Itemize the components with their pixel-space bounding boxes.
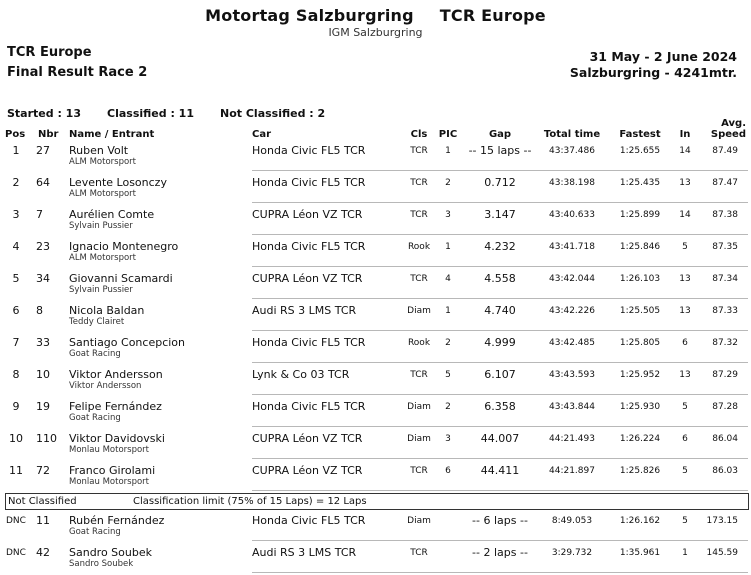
class: TCR: [410, 466, 428, 476]
fastest-lap: 1:25.505: [619, 306, 661, 316]
fastest-lap-number: 5: [682, 516, 688, 526]
row-separator: [252, 170, 748, 171]
organizer: IGM Salzburgring: [328, 26, 423, 39]
car-number: 34: [36, 272, 50, 285]
fastest-lap-number: 13: [679, 306, 691, 316]
row-separator: [252, 330, 748, 331]
class: Diam: [407, 516, 431, 526]
car-model: Honda Civic FL5 TCR: [252, 144, 366, 157]
entrant-name: ALM Motorsport: [69, 157, 136, 167]
not-classified-bar: [5, 493, 749, 510]
driver-name: Felipe Fernández: [69, 400, 162, 413]
position: 9: [12, 400, 20, 413]
gap: 6.107: [484, 368, 516, 381]
row-separator: [252, 426, 748, 427]
driver-name: Levente Losonczy: [69, 176, 167, 189]
car-model: Honda Civic FL5 TCR: [252, 240, 366, 253]
gap: -- 15 laps --: [468, 144, 532, 157]
car-number: 23: [36, 240, 50, 253]
row-separator: [252, 234, 748, 235]
average-speed: 87.35: [712, 242, 738, 252]
gap: 4.232: [484, 240, 516, 253]
class: TCR: [410, 146, 428, 156]
car-number: 72: [36, 464, 50, 477]
fastest-lap: 1:25.435: [619, 178, 661, 188]
classified-count: Classified : 11: [107, 107, 194, 120]
table-header: [0, 116, 751, 142]
fastest-lap: 1:25.930: [619, 402, 661, 412]
started-count: Started : 13: [7, 107, 81, 120]
total-time: 43:42.226: [549, 306, 595, 316]
position: 1: [12, 144, 20, 157]
row-separator: [252, 298, 748, 299]
gap: 0.712: [484, 176, 516, 189]
position-in-class: 5: [445, 370, 451, 380]
table-row: [0, 397, 751, 429]
classification-limit: Classification limit (75% of 15 Laps) = 12 Laps: [133, 496, 367, 507]
header-speed-1: Avg.: [721, 118, 746, 129]
position: 8: [12, 368, 20, 381]
header-pic: PIC: [438, 129, 458, 140]
position-in-class: 6: [445, 466, 451, 476]
position-in-class: 3: [445, 210, 451, 220]
row-separator: [252, 394, 748, 395]
total-time: 8:49.053: [551, 516, 593, 526]
position: 6: [12, 304, 20, 317]
table-row: [0, 173, 751, 205]
total-time: 3:29.732: [551, 548, 593, 558]
average-speed: 86.04: [712, 434, 738, 444]
class: Diam: [407, 402, 431, 412]
row-separator: [252, 572, 748, 573]
car-model: Honda Civic FL5 TCR: [252, 336, 366, 349]
header-fastest: Fastest: [619, 129, 661, 140]
total-time: 43:42.485: [549, 338, 595, 348]
driver-name: Viktor Davidovski: [69, 432, 165, 445]
table-row: [0, 141, 751, 173]
position-in-class: 1: [445, 306, 451, 316]
average-speed: 87.33: [712, 306, 738, 316]
event-title: [0, 6, 751, 25]
class: TCR: [410, 274, 428, 284]
entrant-name: Monlau Motorsport: [69, 477, 149, 487]
championship: TCR Europe: [7, 45, 92, 60]
position: 5: [12, 272, 20, 285]
car-number: 10: [36, 368, 50, 381]
driver-name: Sandro Soubek: [69, 546, 152, 559]
position-in-class: 4: [445, 274, 451, 284]
class: Rook: [407, 338, 431, 348]
driver-name: Viktor Andersson: [69, 368, 163, 381]
car-number: 33: [36, 336, 50, 349]
total-time: 43:41.718: [549, 242, 595, 252]
gap: 4.558: [484, 272, 516, 285]
table-row: [0, 205, 751, 237]
row-separator: [252, 202, 748, 203]
header-speed-2: Speed: [710, 129, 746, 140]
position: DNC: [6, 548, 26, 558]
total-time: 43:40.633: [549, 210, 595, 220]
average-speed: 87.47: [712, 178, 738, 188]
header-cls: Cls: [410, 129, 428, 140]
class: Diam: [407, 434, 431, 444]
driver-name: Rubén Fernández: [69, 514, 165, 527]
average-speed: 87.34: [712, 274, 738, 284]
position: 11: [9, 464, 23, 477]
position-in-class: 2: [445, 402, 451, 412]
fastest-lap-number: 14: [679, 146, 691, 156]
position: 4: [12, 240, 20, 253]
gap: 3.147: [484, 208, 516, 221]
table-row: [0, 461, 751, 493]
fastest-lap: 1:26.162: [619, 516, 661, 526]
class: TCR: [410, 178, 428, 188]
class: TCR: [410, 210, 428, 220]
gap: 44.411: [480, 464, 520, 477]
class: Diam: [407, 306, 431, 316]
driver-name: Aurélien Comte: [69, 208, 155, 221]
header-gap: Gap: [488, 129, 512, 140]
fastest-lap: 1:25.952: [619, 370, 661, 380]
entrant-name: Goat Racing: [69, 413, 121, 423]
average-speed: 173.15: [706, 516, 738, 526]
total-time: 43:37.486: [549, 146, 595, 156]
car-model: Audi RS 3 LMS TCR: [252, 546, 357, 559]
average-speed: 145.59: [706, 548, 738, 558]
session-title: Final Result Race 2: [7, 65, 148, 80]
average-speed: 86.03: [712, 466, 738, 476]
car-number: 27: [36, 144, 50, 157]
total-time: 43:43.593: [549, 370, 595, 380]
gap: 4.740: [484, 304, 516, 317]
header-total: Total time: [543, 129, 601, 140]
car-model: CUPRA Léon VZ TCR: [252, 208, 363, 221]
driver-name: Franco Girolami: [69, 464, 156, 477]
fastest-lap-number: 13: [679, 178, 691, 188]
average-speed: 87.29: [712, 370, 738, 380]
position: 2: [12, 176, 20, 189]
table-row: [0, 301, 751, 333]
total-time: 44:21.897: [549, 466, 595, 476]
not-classified-count: Not Classified : 2: [220, 107, 326, 120]
driver-name: Nicola Baldan: [69, 304, 145, 317]
entrant-name: Goat Racing: [69, 527, 121, 537]
average-speed: 87.32: [712, 338, 738, 348]
total-time: 44:21.493: [549, 434, 595, 444]
car-number: 64: [36, 176, 50, 189]
class: Rook: [407, 242, 431, 252]
driver-name: Ignacio Montenegro: [69, 240, 179, 253]
fastest-lap-number: 5: [682, 402, 688, 412]
fastest-lap: 1:25.899: [619, 210, 661, 220]
gap: -- 2 laps --: [472, 546, 528, 559]
dnc-row: [0, 543, 751, 575]
car-model: CUPRA Léon VZ TCR: [252, 272, 363, 285]
row-separator: [252, 266, 748, 267]
header-in: In: [679, 129, 691, 140]
session-info: [7, 43, 147, 83]
fastest-lap: 1:35.961: [619, 548, 661, 558]
car-model: Lynk & Co 03 TCR: [252, 368, 350, 381]
car-number: 11: [36, 514, 50, 527]
fastest-lap: 1:26.103: [619, 274, 661, 284]
average-speed: 87.38: [712, 210, 738, 220]
fastest-lap: 1:25.826: [619, 466, 661, 476]
total-time: 43:38.198: [549, 178, 595, 188]
driver-name: Santiago Concepcion: [69, 336, 185, 349]
entrant-name: Sandro Soubek: [69, 559, 134, 569]
entrant-name: Teddy Clairet: [69, 317, 125, 327]
series-name: TCR Europe: [439, 6, 546, 25]
row-separator: [252, 540, 748, 541]
row-separator: [252, 490, 748, 491]
gap: 44.007: [480, 432, 520, 445]
fastest-lap: 1:25.846: [619, 242, 661, 252]
position: 7: [12, 336, 20, 349]
car-model: CUPRA Léon VZ TCR: [252, 432, 363, 445]
table-row: [0, 269, 751, 301]
car-model: CUPRA Léon VZ TCR: [252, 464, 363, 477]
average-speed: 87.49: [712, 146, 738, 156]
header-car: Car: [252, 129, 272, 140]
fastest-lap: 1:26.224: [619, 434, 661, 444]
row-separator: [252, 458, 748, 459]
venue-info: [570, 49, 737, 81]
position-in-class: 1: [445, 242, 451, 252]
car-model: Honda Civic FL5 TCR: [252, 514, 366, 527]
table-row: [0, 237, 751, 269]
fastest-lap-number: 6: [682, 434, 688, 444]
fastest-lap-number: 13: [679, 370, 691, 380]
entrant-name: ALM Motorsport: [69, 253, 136, 263]
class: TCR: [410, 548, 428, 558]
entrant-name: Viktor Andersson: [69, 381, 142, 391]
entrant-name: Goat Racing: [69, 349, 121, 359]
total-time: 43:42.044: [549, 274, 595, 284]
circuit-info: Salzburgring - 4241mtr.: [569, 65, 737, 80]
table-row: [0, 429, 751, 461]
car-number: 7: [36, 208, 43, 221]
car-number: 110: [36, 432, 57, 445]
fastest-lap: 1:25.805: [619, 338, 661, 348]
row-separator: [252, 362, 748, 363]
position-in-class: 2: [445, 338, 451, 348]
fastest-lap-number: 6: [682, 338, 688, 348]
event-dates: 31 May - 2 June 2024: [589, 49, 737, 64]
gap: 4.999: [484, 336, 516, 349]
table-row: [0, 365, 751, 397]
driver-name: Giovanni Scamardi: [69, 272, 173, 285]
event-name: Motortag Salzburgring: [205, 6, 414, 25]
fastest-lap-number: 5: [682, 466, 688, 476]
gap: -- 6 laps --: [472, 514, 528, 527]
position-in-class: 3: [445, 434, 451, 444]
position: 10: [9, 432, 23, 445]
fastest-lap-number: 1: [682, 548, 688, 558]
car-number: 42: [36, 546, 50, 559]
position-in-class: 2: [445, 178, 451, 188]
total-time: 43:43.844: [549, 402, 595, 412]
entrant-name: Sylvain Pussier: [69, 285, 133, 295]
gap: 6.358: [484, 400, 516, 413]
not-classified-label: Not Classified: [8, 496, 77, 507]
car-model: Honda Civic FL5 TCR: [252, 400, 366, 413]
entrant-name: Monlau Motorsport: [69, 445, 149, 455]
table-row: [0, 333, 751, 365]
entrant-name: ALM Motorsport: [69, 189, 136, 199]
position-in-class: 1: [445, 146, 451, 156]
header-name: Name / Entrant: [69, 129, 155, 140]
header-pos: Pos: [5, 129, 26, 140]
fastest-lap-number: 14: [679, 210, 691, 220]
fastest-lap-number: 13: [679, 274, 691, 284]
class: TCR: [410, 370, 428, 380]
position: 3: [12, 208, 20, 221]
car-number: 19: [36, 400, 50, 413]
fastest-lap-number: 5: [682, 242, 688, 252]
position: DNC: [6, 516, 26, 526]
car-number: 8: [36, 304, 43, 317]
driver-name: Ruben Volt: [69, 144, 129, 157]
car-model: Audi RS 3 LMS TCR: [252, 304, 357, 317]
entrant-name: Sylvain Pussier: [69, 221, 133, 231]
header-speed: [700, 118, 746, 140]
dnc-row: [0, 511, 751, 543]
average-speed: 87.28: [712, 402, 738, 412]
car-model: Honda Civic FL5 TCR: [252, 176, 366, 189]
header-nbr: Nbr: [38, 129, 59, 140]
fastest-lap: 1:25.655: [619, 146, 661, 156]
